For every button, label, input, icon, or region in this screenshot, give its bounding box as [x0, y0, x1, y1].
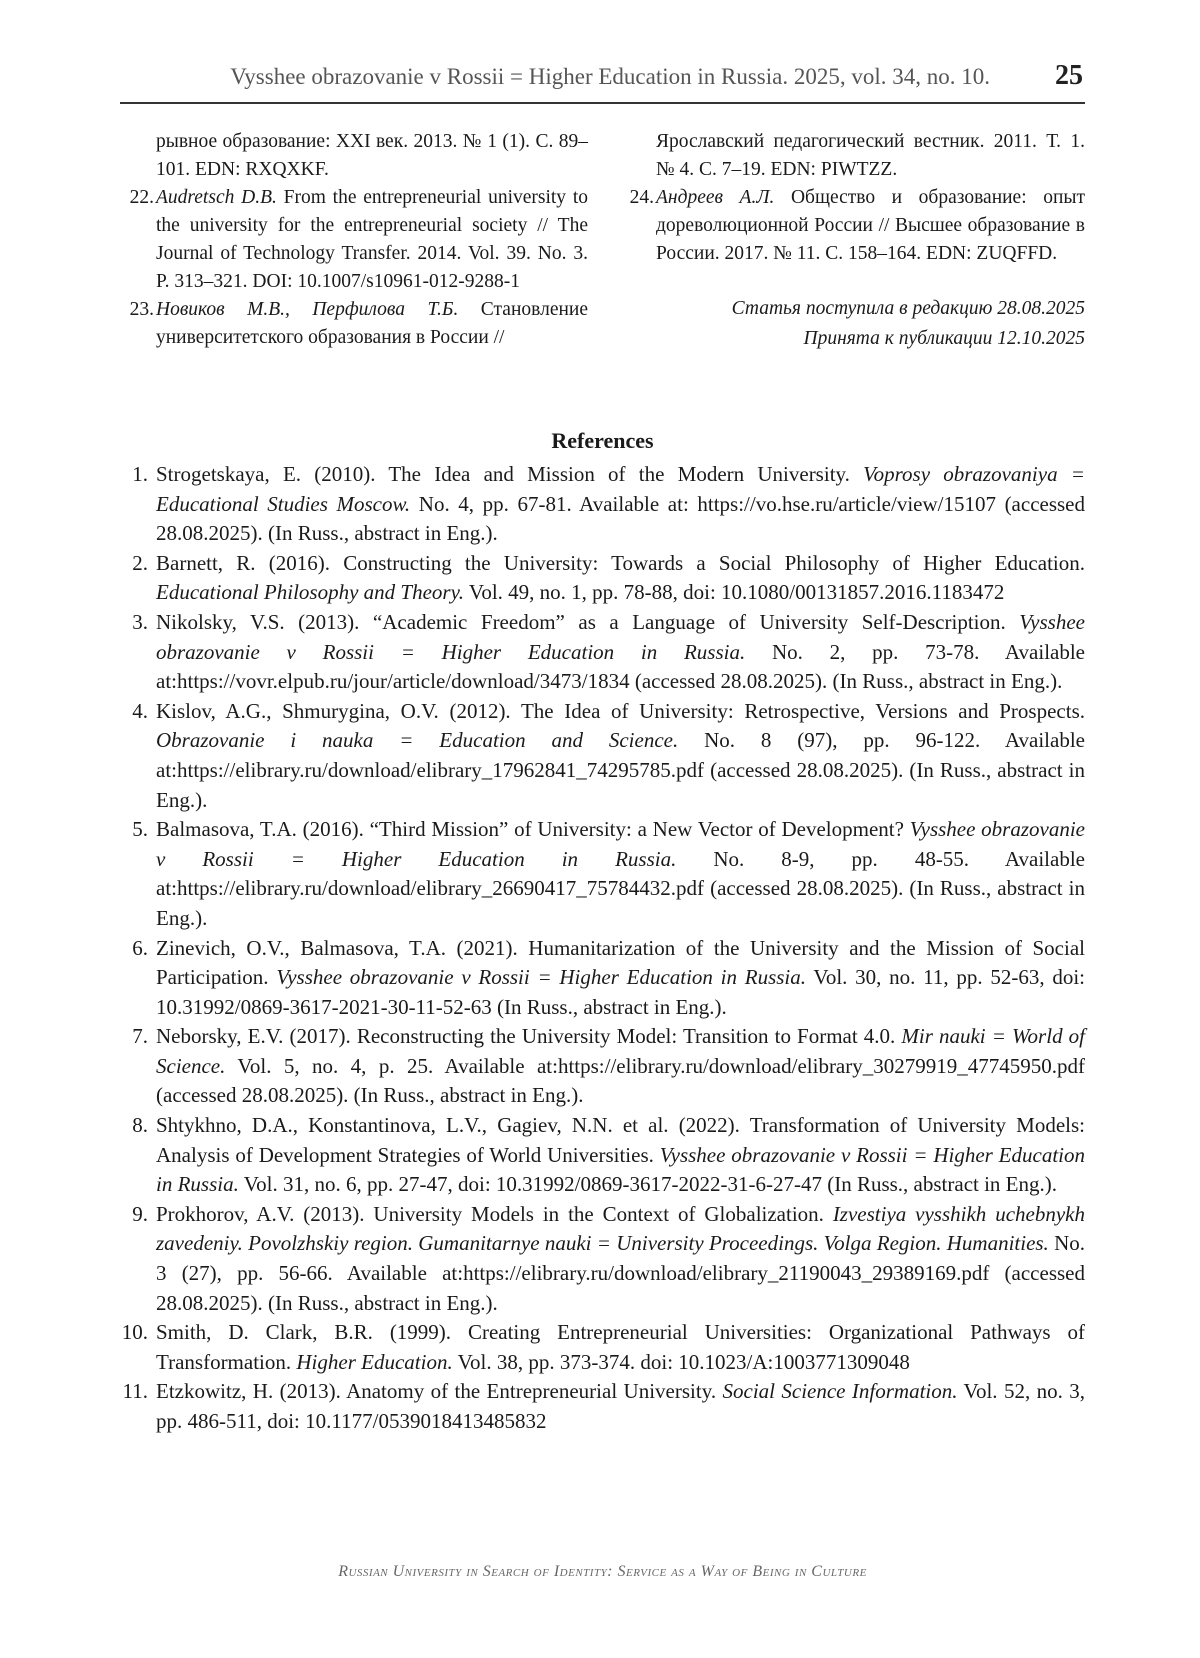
reference-item: [120, 697, 1085, 815]
reference-journal: Voprosy obrazovaniya = Educational Studies Moscow.: [156, 462, 1085, 516]
reference-details: No. 2, pp. 73-78. Available at:https://vovr.elpub.ru/jour/article/download/3473/1834 (accessed 28.08.2025). (In Russ., abstract in Eng.).: [156, 639, 1085, 694]
reference-item: [120, 1318, 1085, 1377]
reference-journal: Educational Philosophy and Theory.: [156, 580, 464, 605]
reference-continuation: [620, 128, 1085, 184]
reference-details: No. 8 (97), pp. 96-122. Available at:https://elibrary.ru/download/elibrary_17962841_74295785.pdf (accessed 28.08.2025). (In Russ., abstract in Eng.).: [156, 728, 1085, 812]
reference-number: 24.: [629, 187, 654, 208]
reference-number: 3.: [132, 609, 148, 634]
reference-number: 23.: [129, 299, 154, 320]
reference-text: Smith, D. Clark, B.R. (1999). Creating Entrepreneurial Universities: Organizational Pathways of Transformation.: [156, 1320, 1085, 1374]
reference-details: No. 4, pp. 67-81. Available at: https://vo.hse.ru/article/view/15107 (accessed 28.08.2025). (In Russ., abstract in Eng.).: [156, 491, 1086, 546]
reference-author: Audretsch D.B.: [156, 187, 277, 208]
reference-number: 22.: [129, 187, 154, 208]
reference-22: [120, 184, 588, 296]
journal-title: Vysshee obrazovanie v Rossii = Higher Education in Russia. 2025, vol. 34, no. 10.: [230, 64, 990, 89]
reference-number: 4.: [132, 698, 148, 723]
reference-item: [120, 815, 1085, 933]
reference-item: [120, 1111, 1085, 1200]
right-column: [620, 128, 1085, 354]
reference-number: 6.: [132, 935, 148, 960]
left-column: [120, 128, 588, 352]
received-date: Статья поступила в редакцию 28.08.2025: [731, 298, 1085, 319]
reference-journal: Vysshee obrazovanie v Rossii = Higher Education in Russia.: [156, 1142, 1086, 1197]
reference-text: Становление университетского образования в России //: [156, 299, 588, 348]
reference-journal: Social Science Information.: [722, 1379, 958, 1404]
reference-author: Новиков М.В., Перфилова Т.Б.: [156, 299, 459, 320]
running-footer: Russian University in Search of Identity: Service as a Way of Being in Culture: [338, 1563, 867, 1580]
reference-number: 2.: [132, 550, 148, 575]
reference-journal: Mir nauki = World of Science.: [156, 1024, 1085, 1078]
reference-text: Nikolsky, V.S. (2013). “Academic Freedom” as a Language of University Self-Description.: [156, 609, 1020, 634]
reference-text: Zinevich, O.V., Balmasova, T.A. (2021). Humanitarization of the University and the Mission of Social Participation.: [156, 935, 1085, 990]
reference-number: 5.: [132, 817, 148, 842]
reference-text: Etzkowitz, H. (2013). Anatomy of the Entrepreneurial University.: [156, 1379, 723, 1404]
reference-text: рывное образование: XXI век. 2013. № 1 (1). С. 89–101. EDN: RXQXKF.: [156, 131, 588, 180]
reference-journal: Higher Education.: [296, 1349, 453, 1374]
reference-details: No. 3 (27), pp. 56-66. Available at:https://elibrary.ru/download/elibrary_21190043_29389169.pdf (accessed 28.08.2025). (In Russ., abstract in Eng.).: [156, 1231, 1085, 1315]
reference-item: [120, 608, 1085, 697]
page-number: 25: [1055, 60, 1083, 91]
references-list: [120, 460, 1085, 1437]
reference-item: [120, 460, 1085, 549]
reference-item: [120, 1022, 1085, 1111]
reference-text: Общество и образование: опыт дореволюционной России // Высшее образование в России. 2017. № 11. С. 158–164. EDN: ZUQFFD.: [656, 187, 1086, 264]
reference-text: Shtykhno, D.A., Konstantinova, L.V., Gagiev, N.N. et al. (2022). Transformation of University Models: Analysis of Development Strategies of World Universities.: [156, 1113, 1085, 1167]
reference-journal: Vysshee obrazovanie v Rossii = Higher Education in Russia.: [156, 609, 1085, 664]
accepted-date: Принята к публикации 12.10.2025: [803, 328, 1085, 349]
references-heading: References: [551, 428, 654, 453]
reference-number: 11.: [122, 1379, 148, 1404]
reference-details: Vol. 49, no. 1, pp. 78-88, doi: 10.1080/00131857.2016.1183472: [463, 580, 1005, 605]
reference-text: Balmasova, T.A. (2016). “Third Mission” of University: a New Vector of Development?: [156, 817, 910, 842]
reference-details: No. 8-9, pp. 48-55. Available at:https://elibrary.ru/download/elibrary_26690417_75784432.pdf (accessed 28.08.2025). (In Russ., abstract in Eng.).: [156, 846, 1085, 930]
reference-details: Vol. 31, no. 6, pp. 27-47, doi: 10.31992/0869-3617-2022-31-6-27-47 (In Russ., abstract in Eng.).: [238, 1172, 1058, 1197]
reference-number: 7.: [132, 1024, 148, 1049]
reference-text: Prokhorov, A.V. (2013). University Models in the Context of Globalization.: [156, 1201, 833, 1226]
reference-text: From the entrepreneurial university to the university for the entrepreneurial society // The Journal of Technology Transfer. 2014. Vol. 39. No. 3. P. 313–321. DOI: 10.1007/s10961-012-9288-1: [156, 187, 589, 292]
reference-details: Vol. 30, no. 11, pp. 52-63, doi: 10.31992/0869-3617-2021-30-11-52-63 (In Russ., abstract in Eng.).: [156, 965, 1086, 1019]
running-header: [120, 62, 1085, 104]
reference-continuation: [120, 128, 588, 184]
reference-item: [120, 1200, 1085, 1318]
reference-item: [120, 934, 1085, 1023]
reference-number: 8.: [132, 1113, 148, 1138]
reference-item: [120, 549, 1085, 608]
reference-text: Kislov, A.G., Shmurygina, O.V. (2012). The Idea of University: Retrospective, Versions and Prospects.: [156, 698, 1085, 723]
reference-details: Vol. 38, pp. 373-374. doi: 10.1023/A:1003771309048: [452, 1349, 910, 1374]
reference-number: 1.: [132, 462, 148, 486]
reference-number: 9.: [132, 1201, 148, 1226]
reference-journal: Vysshee obrazovanie v Rossii = Higher Education in Russia.: [276, 965, 807, 990]
reference-details: Vol. 52, no. 3, pp. 486-511, doi: 10.1177/0539018413485832: [156, 1379, 1085, 1433]
reference-text: Strogetskaya, E. (2010). The Idea and Mission of the Modern University.: [156, 462, 864, 486]
article-dates: [620, 294, 1085, 354]
reference-author: Андреев А.Л.: [656, 187, 775, 208]
reference-item: [120, 1377, 1085, 1436]
reference-number: 10.: [121, 1320, 148, 1345]
reference-23: [120, 296, 588, 352]
reference-details: Vol. 5, no. 4, p. 25. Available at:https://elibrary.ru/download/elibrary_30279919_47745950.pdf (accessed 28.08.2025). (In Russ., abstract in Eng.).: [156, 1053, 1085, 1108]
reference-text: Neborsky, E.V. (2017). Reconstructing the University Model: Transition to Format 4.0.: [156, 1024, 902, 1049]
reference-text: Ярославский педагогический вестник. 2011. Т. 1. № 4. С. 7–19. EDN: PIWTZZ.: [656, 131, 1085, 180]
reference-text: Barnett, R. (2016). Constructing the University: Towards a Social Philosophy of Higher Education.: [156, 550, 1085, 575]
reference-24: [620, 184, 1085, 268]
reference-journal: Obrazovanie i nauka = Education and Science.: [156, 728, 679, 753]
reference-journal: Vysshee obrazovanie v Rossii = Higher Education in Russia.: [156, 817, 1086, 871]
reference-journal: Izvestiya vysshikh uchebnykh zavedeniy. Povolzhskiy region. Gumanitarnye nauki = University Proceedings. Volga Region. Humanities.: [156, 1201, 1085, 1256]
